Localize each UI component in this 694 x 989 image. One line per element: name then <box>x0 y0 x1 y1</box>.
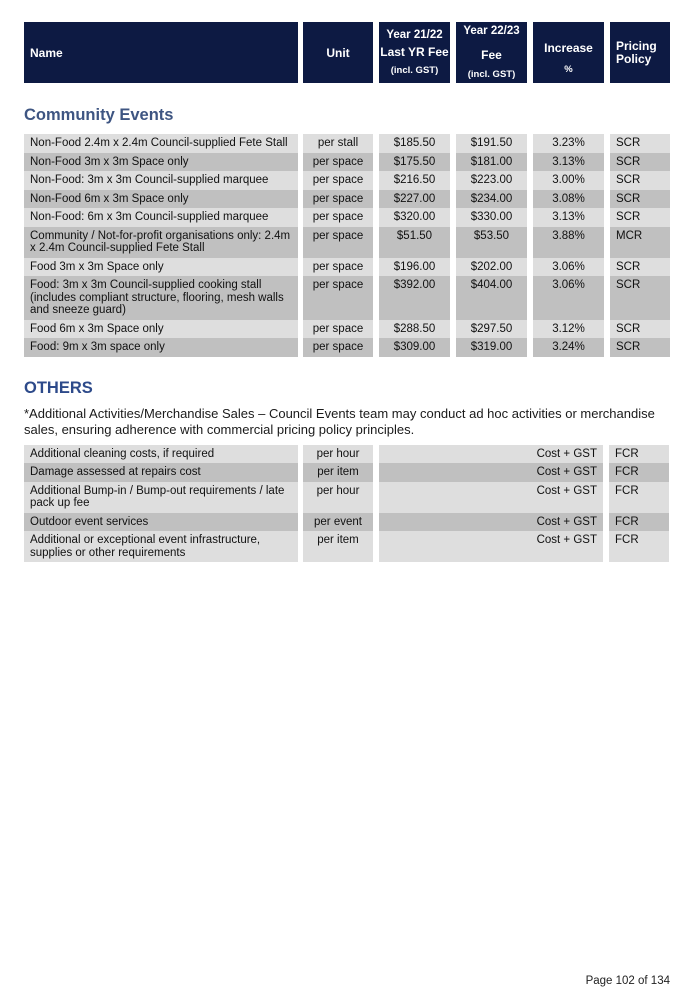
row-fee: $191.50 <box>456 134 527 153</box>
row-fee: $202.00 <box>456 258 527 277</box>
table-row <box>24 320 670 339</box>
table-header <box>24 22 670 83</box>
row-pricing-policy: FCR <box>609 482 669 513</box>
row-pricing-policy: FCR <box>609 445 669 464</box>
row-name: Non-Food 3m x 3m Space only <box>24 153 298 172</box>
row-pricing-policy: SCR <box>610 338 670 357</box>
row-increase: 3.24% <box>533 338 604 357</box>
row-increase: 3.08% <box>533 190 604 209</box>
row-cost: Cost + GST <box>379 531 603 562</box>
row-last-year-fee: $227.00 <box>379 190 450 209</box>
row-pricing-policy: SCR <box>610 276 670 320</box>
row-increase: 3.13% <box>533 153 604 172</box>
row-name: Community / Not-for-profit organisations only: 2.4m x 2.4m Council-supplied Fete Stall <box>24 227 298 258</box>
section-title-community-events: Community Events <box>24 106 174 124</box>
row-unit: per space <box>303 320 373 339</box>
row-name: Food 6m x 3m Space only <box>24 320 298 339</box>
row-fee: $404.00 <box>456 276 527 320</box>
row-fee: $53.50 <box>456 227 527 258</box>
header-increase-unit: % <box>564 64 573 75</box>
row-name: Food: 9m x 3m space only <box>24 338 298 357</box>
header-last-year: Year 21/22 <box>386 29 443 41</box>
row-cost: Cost + GST <box>379 513 603 532</box>
row-name: Non-Food: 6m x 3m Council-supplied marquee <box>24 208 298 227</box>
table-row <box>24 513 670 532</box>
table-row <box>24 227 670 258</box>
row-name: Additional cleaning costs, if required <box>24 445 298 464</box>
row-last-year-fee: $196.00 <box>379 258 450 277</box>
row-cost: Cost + GST <box>379 445 603 464</box>
table-row <box>24 153 670 172</box>
row-unit: per hour <box>303 482 373 513</box>
row-pricing-policy: SCR <box>610 171 670 190</box>
header-increase <box>533 22 604 83</box>
table-row <box>24 208 670 227</box>
row-name: Non-Food 6m x 3m Space only <box>24 190 298 209</box>
header-fee <box>456 22 527 83</box>
row-pricing-policy: SCR <box>610 208 670 227</box>
row-increase: 3.06% <box>533 258 604 277</box>
row-name: Outdoor event services <box>24 513 298 532</box>
row-unit: per event <box>303 513 373 532</box>
header-name: Name <box>24 22 298 83</box>
row-unit: per hour <box>303 445 373 464</box>
row-last-year-fee: $309.00 <box>379 338 450 357</box>
row-unit: per item <box>303 531 373 562</box>
row-last-year-fee: $288.50 <box>379 320 450 339</box>
table-row <box>24 258 670 277</box>
row-pricing-policy: SCR <box>610 320 670 339</box>
header-pricing-policy: Pricing Policy <box>610 22 670 83</box>
row-pricing-policy: SCR <box>610 153 670 172</box>
row-increase: 3.23% <box>533 134 604 153</box>
row-name: Non-Food 2.4m x 2.4m Council-supplied Fete Stall <box>24 134 298 153</box>
table-row <box>24 338 670 357</box>
fee-schedule-page <box>24 22 670 562</box>
row-fee: $181.00 <box>456 153 527 172</box>
header-last-gst: (incl. GST) <box>390 65 439 76</box>
community-events-table <box>24 134 670 357</box>
table-row <box>24 190 670 209</box>
row-unit: per space <box>303 338 373 357</box>
header-last-year-fee <box>379 22 450 83</box>
row-cost: Cost + GST <box>379 463 603 482</box>
row-unit: per space <box>303 258 373 277</box>
header-fee-year: Year 22/23 <box>463 25 520 37</box>
row-pricing-policy: SCR <box>610 258 670 277</box>
table-row <box>24 531 670 562</box>
table-row <box>24 482 670 513</box>
row-fee: $223.00 <box>456 171 527 190</box>
row-unit: per space <box>303 153 373 172</box>
row-fee: $297.50 <box>456 320 527 339</box>
table-row <box>24 171 670 190</box>
row-name: Non-Food: 3m x 3m Council-supplied marquee <box>24 171 298 190</box>
row-increase: 3.13% <box>533 208 604 227</box>
row-unit: per stall <box>303 134 373 153</box>
row-fee: $330.00 <box>456 208 527 227</box>
row-last-year-fee: $392.00 <box>379 276 450 320</box>
row-increase: 3.06% <box>533 276 604 320</box>
row-unit: per space <box>303 171 373 190</box>
row-pricing-policy: SCR <box>610 190 670 209</box>
row-fee: $319.00 <box>456 338 527 357</box>
header-increase-label: Increase <box>544 41 593 55</box>
header-last-label: Last YR Fee <box>380 45 449 59</box>
row-name: Food: 3m x 3m Council-supplied cooking stall (includes compliant structure, flooring, mesh walls and sneeze guard) <box>24 276 298 320</box>
row-unit: per space <box>303 208 373 227</box>
others-table <box>24 445 670 563</box>
row-increase: 3.88% <box>533 227 604 258</box>
header-fee-gst: (incl. GST) <box>467 69 516 80</box>
row-pricing-policy: SCR <box>610 134 670 153</box>
row-last-year-fee: $51.50 <box>379 227 450 258</box>
header-fee-label: Fee <box>481 48 502 62</box>
row-increase: 3.00% <box>533 171 604 190</box>
row-pricing-policy: FCR <box>609 513 669 532</box>
row-last-year-fee: $185.50 <box>379 134 450 153</box>
others-intro: *Additional Activities/Merchandise Sales – Council Events team may conduct ad hoc activities or merchandise sales, ensuring adherence with commercial pricing policy principles. <box>24 405 655 437</box>
row-last-year-fee: $320.00 <box>379 208 450 227</box>
row-name: Food 3m x 3m Space only <box>24 258 298 277</box>
table-row <box>24 276 670 320</box>
row-last-year-fee: $216.50 <box>379 171 450 190</box>
row-name: Additional Bump-in / Bump-out requirements / late pack up fee <box>24 482 298 513</box>
table-row <box>24 463 670 482</box>
row-unit: per item <box>303 463 373 482</box>
header-unit: Unit <box>303 22 373 83</box>
row-last-year-fee: $175.50 <box>379 153 450 172</box>
row-unit: per space <box>303 276 373 320</box>
row-unit: per space <box>303 190 373 209</box>
row-increase: 3.12% <box>533 320 604 339</box>
row-cost: Cost + GST <box>379 482 603 513</box>
row-name: Additional or exceptional event infrastructure, supplies or other requirements <box>24 531 298 562</box>
table-row <box>24 134 670 153</box>
row-name: Damage assessed at repairs cost <box>24 463 298 482</box>
row-fee: $234.00 <box>456 190 527 209</box>
table-row <box>24 445 670 464</box>
row-unit: per space <box>303 227 373 258</box>
row-pricing-policy: MCR <box>610 227 670 258</box>
row-pricing-policy: FCR <box>609 463 669 482</box>
row-pricing-policy: FCR <box>609 531 669 562</box>
page-number: Page 102 of 134 <box>585 975 670 987</box>
section-title-others: OTHERS <box>24 378 93 397</box>
